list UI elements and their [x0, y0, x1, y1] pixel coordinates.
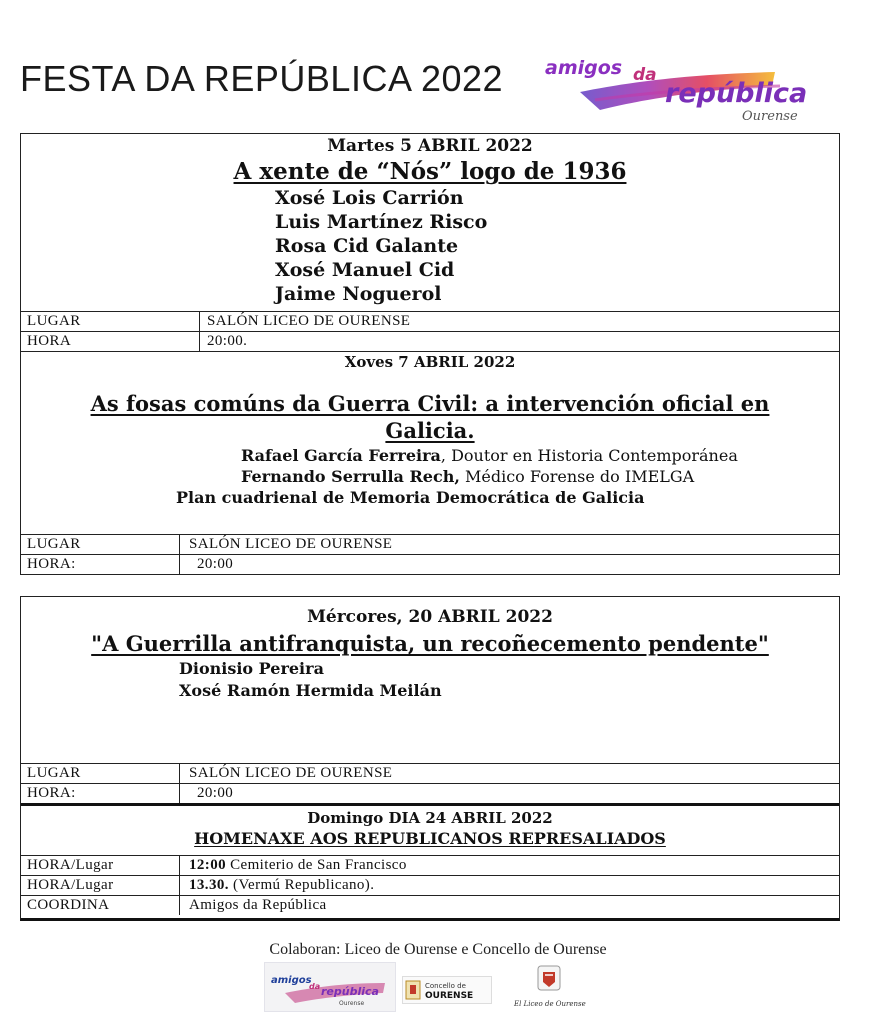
- event-2-place-row: [21, 534, 839, 554]
- amigos-da-republica-logo: [540, 52, 840, 124]
- event-4-row: [21, 855, 839, 875]
- row-label: HORA/Lugar: [27, 857, 114, 873]
- event-2-organizer: Plan cuadrienal de Memoria Democrática de Galicia: [176, 488, 645, 507]
- place-label: LUGAR: [27, 765, 81, 781]
- place-value: SALÓN LICEO DE OURENSE: [207, 313, 411, 329]
- time-value: 20:00: [197, 785, 234, 801]
- event-2-time-row: [21, 554, 839, 574]
- row-label: COORDINA: [27, 897, 110, 913]
- row-label: HORA/Lugar: [27, 877, 114, 893]
- event-4-title: HOMENAXE AOS REPUBLICANOS REPRESALIADOS: [194, 829, 666, 848]
- place-label: LUGAR: [27, 536, 81, 552]
- event-2-title-line2: Galicia.: [385, 418, 475, 443]
- event-1-date: Martes 5 ABRIL 2022: [327, 136, 533, 156]
- liceo-de-ourense-logo: [508, 962, 592, 1010]
- event-1-speaker: Luis Martínez Risco: [275, 211, 488, 233]
- svg-text:El Liceo de Ourense: El Liceo de Ourense: [514, 1000, 586, 1008]
- row-value: 12:00 Cemiterio de San Francisco: [189, 857, 407, 873]
- concello-de-ourense-logo: [402, 976, 492, 1004]
- svg-text:amigos: amigos: [271, 975, 312, 986]
- time-label: HORA: [27, 333, 72, 349]
- event-4-date: Domingo DIA 24 ABRIL 2022: [307, 809, 553, 827]
- event-1-speaker: Xosé Manuel Cid: [275, 259, 455, 281]
- event-2-date: Xoves 7 ABRIL 2022: [344, 353, 516, 371]
- row-value: Amigos da República: [189, 897, 327, 913]
- svg-text:da: da: [633, 65, 657, 85]
- footer-collaborators: Colaboran: Liceo de Ourense e Concello de Ourense: [269, 941, 607, 958]
- place-value: SALÓN LICEO DE OURENSE: [189, 765, 393, 781]
- page-title: FESTA DA REPÚBLICA 2022: [20, 58, 504, 99]
- place-label: LUGAR: [27, 313, 81, 329]
- event-box-3-4: [20, 596, 840, 921]
- svg-text:OURENSE: OURENSE: [425, 991, 474, 1001]
- event-2-title-line1: As fosas comúns da Guerra Civil: a intervención oficial en: [90, 391, 770, 416]
- event-3-speaker: Xosé Ramón Hermida Meilán: [179, 681, 442, 700]
- amigos-da-republica-small-logo: [264, 962, 396, 1012]
- event-1-speaker: Rosa Cid Galante: [275, 235, 459, 257]
- event-3-place-row: [21, 763, 839, 783]
- time-label: HORA:: [27, 556, 76, 572]
- event-4-row: [21, 895, 839, 915]
- time-value: 20:00: [197, 556, 234, 572]
- event-3-time-row: [21, 783, 839, 803]
- svg-text:da: da: [309, 982, 321, 991]
- event-2-speaker: Rafael García Ferreira, Doutor en Historia Contemporánea: [241, 446, 738, 465]
- svg-text:Concello de: Concello de: [425, 982, 466, 990]
- event-4-row: [21, 875, 839, 895]
- svg-text:república: república: [321, 985, 379, 998]
- event-box-1-2: [20, 133, 840, 575]
- event-1-place-row: [21, 311, 839, 331]
- place-value: SALÓN LICEO DE OURENSE: [189, 536, 393, 552]
- svg-text:amigos: amigos: [545, 57, 623, 79]
- row-value: 13.30. (Vermú Republicano).: [189, 877, 375, 893]
- time-value: 20:00.: [207, 333, 248, 349]
- event-3-date: Mércores, 20 ABRIL 2022: [307, 607, 553, 627]
- event-2-speaker: Fernando Serrulla Rech, Médico Forense do IMELGA: [241, 467, 695, 486]
- svg-text:Ourense: Ourense: [742, 109, 798, 124]
- time-label: HORA:: [27, 785, 76, 801]
- event-1-time-row: [21, 331, 839, 351]
- event-3-title: "A Guerrilla antifranquista, un recoñecemento pendente": [91, 631, 769, 656]
- event-1-speaker: Xosé Lois Carrión: [275, 187, 464, 209]
- svg-text:Ourense: Ourense: [339, 1000, 365, 1007]
- event-1-speaker: Jaime Noguerol: [275, 283, 442, 305]
- event-1-title: A xente de “Nós” logo de 1936: [233, 158, 627, 185]
- event-3-speaker: Dionisio Pereira: [179, 659, 324, 678]
- svg-text:república: república: [665, 78, 808, 109]
